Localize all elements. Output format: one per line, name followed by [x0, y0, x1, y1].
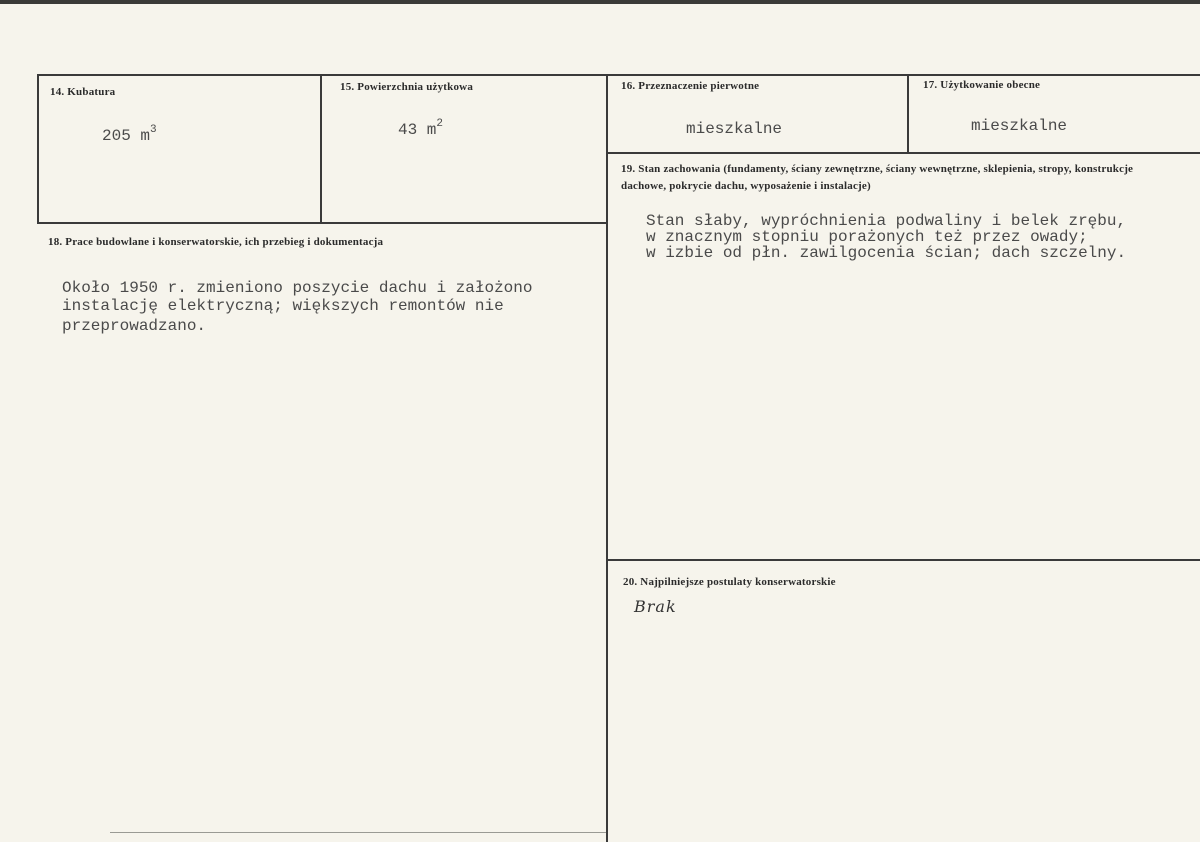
field-15-unit-sup: 2 [436, 118, 444, 130]
field-17-value: mieszkalne [971, 117, 1068, 135]
field-18-line-2: instalację elektryczną; większych remontów nie [62, 297, 504, 315]
field-15-value [398, 118, 444, 139]
field-18-label: 18. Prace budowlane i konserwatorskie, ich przebieg i dokumentacja [48, 236, 384, 248]
field-20-label: 20. Najpilniejsze postulaty konserwatorskie [623, 576, 836, 588]
divider-left-edge [37, 74, 39, 224]
field-19-label: 19. Stan zachowania (fundamenty, ściany zewnętrzne, ściany wewnętrzne, sklepienia, stropy, konstrukcje dachowe, pokrycie dachu, wyposażenie i instalacje) [621, 163, 1134, 192]
field-16-label: 16. Przeznaczenie pierwotne [621, 80, 760, 92]
field-17-label: 17. Użytkowanie obecne [923, 79, 1041, 91]
field-19-line-3: w izbie od płn. zawilgocenia ścian; dach szczelny. [646, 244, 1127, 262]
field-19-line-1: Stan słaby, wypróchnienia podwaliny i belek zrębu, [646, 212, 1127, 230]
divider-top [37, 74, 1200, 76]
field-14-value-text: 205 m [102, 127, 151, 145]
top-edge-band [0, 0, 1200, 4]
field-14-unit-sup: 3 [150, 124, 157, 136]
field-15-label: 15. Powierzchnia użytkowa [340, 81, 474, 93]
divider-bottom-left [110, 832, 606, 833]
field-14-value [102, 124, 157, 145]
divider-19-20 [607, 559, 1200, 561]
divider-under-16-17 [607, 152, 1200, 154]
field-18-line-1: Około 1950 r. zmieniono poszycie dachu i założono [62, 279, 533, 297]
field-19-line-2: w znacznym stopniu porażonych też przez owady; [646, 228, 1088, 246]
field-18-line-3: przeprowadzano. [62, 317, 207, 335]
divider-under-14-15 [37, 222, 607, 224]
field-16-value: mieszkalne [686, 120, 783, 138]
field-15-value-text: 43 m [398, 121, 437, 139]
field-14-label: 14. Kubatura [50, 86, 116, 98]
divider-16-17 [907, 74, 909, 153]
divider-main-vertical [606, 74, 608, 842]
field-20-handwritten-value: Brak [634, 597, 677, 616]
divider-14-15 [320, 74, 322, 224]
